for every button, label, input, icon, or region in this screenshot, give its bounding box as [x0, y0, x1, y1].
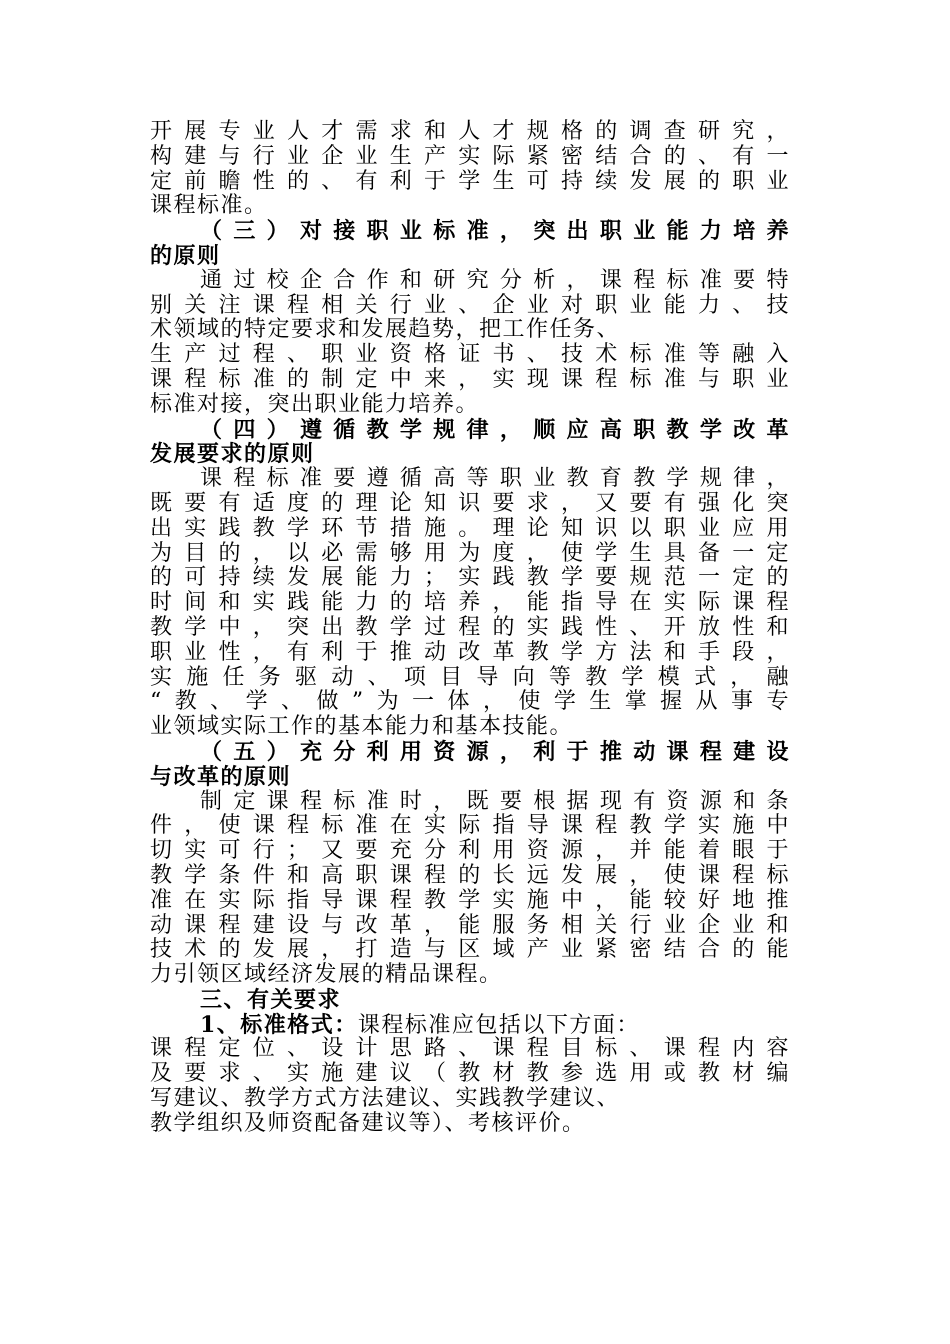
format-label: 1、标准格式：: [200, 1011, 358, 1038]
section-heading-4-cont: 发展要求的原则: [150, 441, 315, 468]
body-line: 构建与行业企业生产实际紧密结合的、有一: [150, 143, 790, 169]
document-page: [150, 120, 790, 1137]
body-line: 切实可行；又要充分利用资源，并能着眼于: [150, 838, 790, 864]
body-line: 课程标准的制定中来，实现课程标准与职业: [150, 366, 790, 392]
body-line: 准在实际指导课程教学实施中，能较好地推: [150, 887, 790, 913]
body-line: 业领域实际工作的基本能力和基本技能。: [150, 714, 574, 740]
body-line: 件，使课程标准在实际指导课程教学实施中: [150, 813, 790, 839]
section-heading-3: （三）对接职业标准，突出职业能力培养: [200, 218, 790, 245]
body-line: 及要求、实施建议（教材教参选用或教材编: [150, 1061, 790, 1087]
format-line: [150, 1013, 790, 1038]
body-line: 标准对接，突出职业能力培养。: [150, 391, 480, 417]
body-line: 职业性，有利于推动改革教学方法和手段，: [150, 639, 790, 665]
body-line: 教学条件和高职课程的长远发展，使课程标: [150, 862, 790, 888]
body-line: 定前瞻性的、有利于学生可持续发展的职业: [150, 168, 790, 194]
body-line: 通过校企合作和研究分析，课程标准要特: [200, 267, 790, 293]
section-heading-5: （五）充分利用资源，利于推动课程建设: [200, 738, 790, 765]
body-line: 教学中，突出教学过程的实践性、开放性和: [150, 614, 790, 640]
body-line: 课程标准。: [150, 193, 268, 219]
section-heading-4: （四）遵循教学规律，顺应高职教学改革: [200, 416, 790, 443]
body-line: 力引领区域经济发展的精品课程。: [150, 962, 503, 988]
body-line: 别关注课程相关行业、企业对职业能力、技: [150, 292, 790, 318]
main-heading-3: 三、有关要求: [200, 986, 342, 1013]
body-line: 实施任务驱动、项目导向等教学模式，融: [150, 664, 790, 690]
section-heading-3-cont: 的原则: [150, 242, 221, 269]
body-line: 教学组织及师资配备建议等）、考核评价。: [150, 1110, 586, 1136]
body-line: 出实践教学环节措施。理论知识以职业应用: [150, 515, 790, 541]
body-line: 术领域的特定要求和发展趋势，把工作任务、: [150, 317, 621, 343]
body-line: 技术的发展，打造与区域产业紧密结合的能: [150, 937, 790, 963]
body-line: 生产过程、职业资格证书、技术标准等融入: [150, 342, 790, 368]
body-line: 既要有适度的理论知识要求，又要有强化突: [150, 490, 790, 516]
body-line: “教、学、做”为一体，使学生掌握从事专: [150, 689, 790, 715]
body-line: 课程标准要遵循高等职业教育教学规律，: [200, 466, 790, 492]
body-line: 写建议、教学方式方法建议、实践教学建议、: [150, 1086, 621, 1112]
body-line: 开展专业人才需求和人才规格的调查研究，: [150, 119, 790, 144]
body-line: 的可持续发展能力；实践教学要规范一定的: [150, 565, 790, 591]
body-line: 时间和实践能力的培养，能指导在实际课程: [150, 590, 790, 616]
section-heading-5-cont: 与改革的原则: [150, 763, 292, 790]
body-line: 制定课程标准时，既要根据现有资源和条: [200, 788, 790, 814]
body-line: 动课程建设与改革，能服务相关行业企业和: [150, 912, 790, 938]
body-line: 课程定位、设计思路、课程目标、课程内容: [150, 1036, 790, 1062]
format-text: 课程标准应包括以下方面：: [357, 1012, 640, 1038]
body-line: 为目的，以必需够用为度，使学生具备一定: [150, 540, 790, 566]
